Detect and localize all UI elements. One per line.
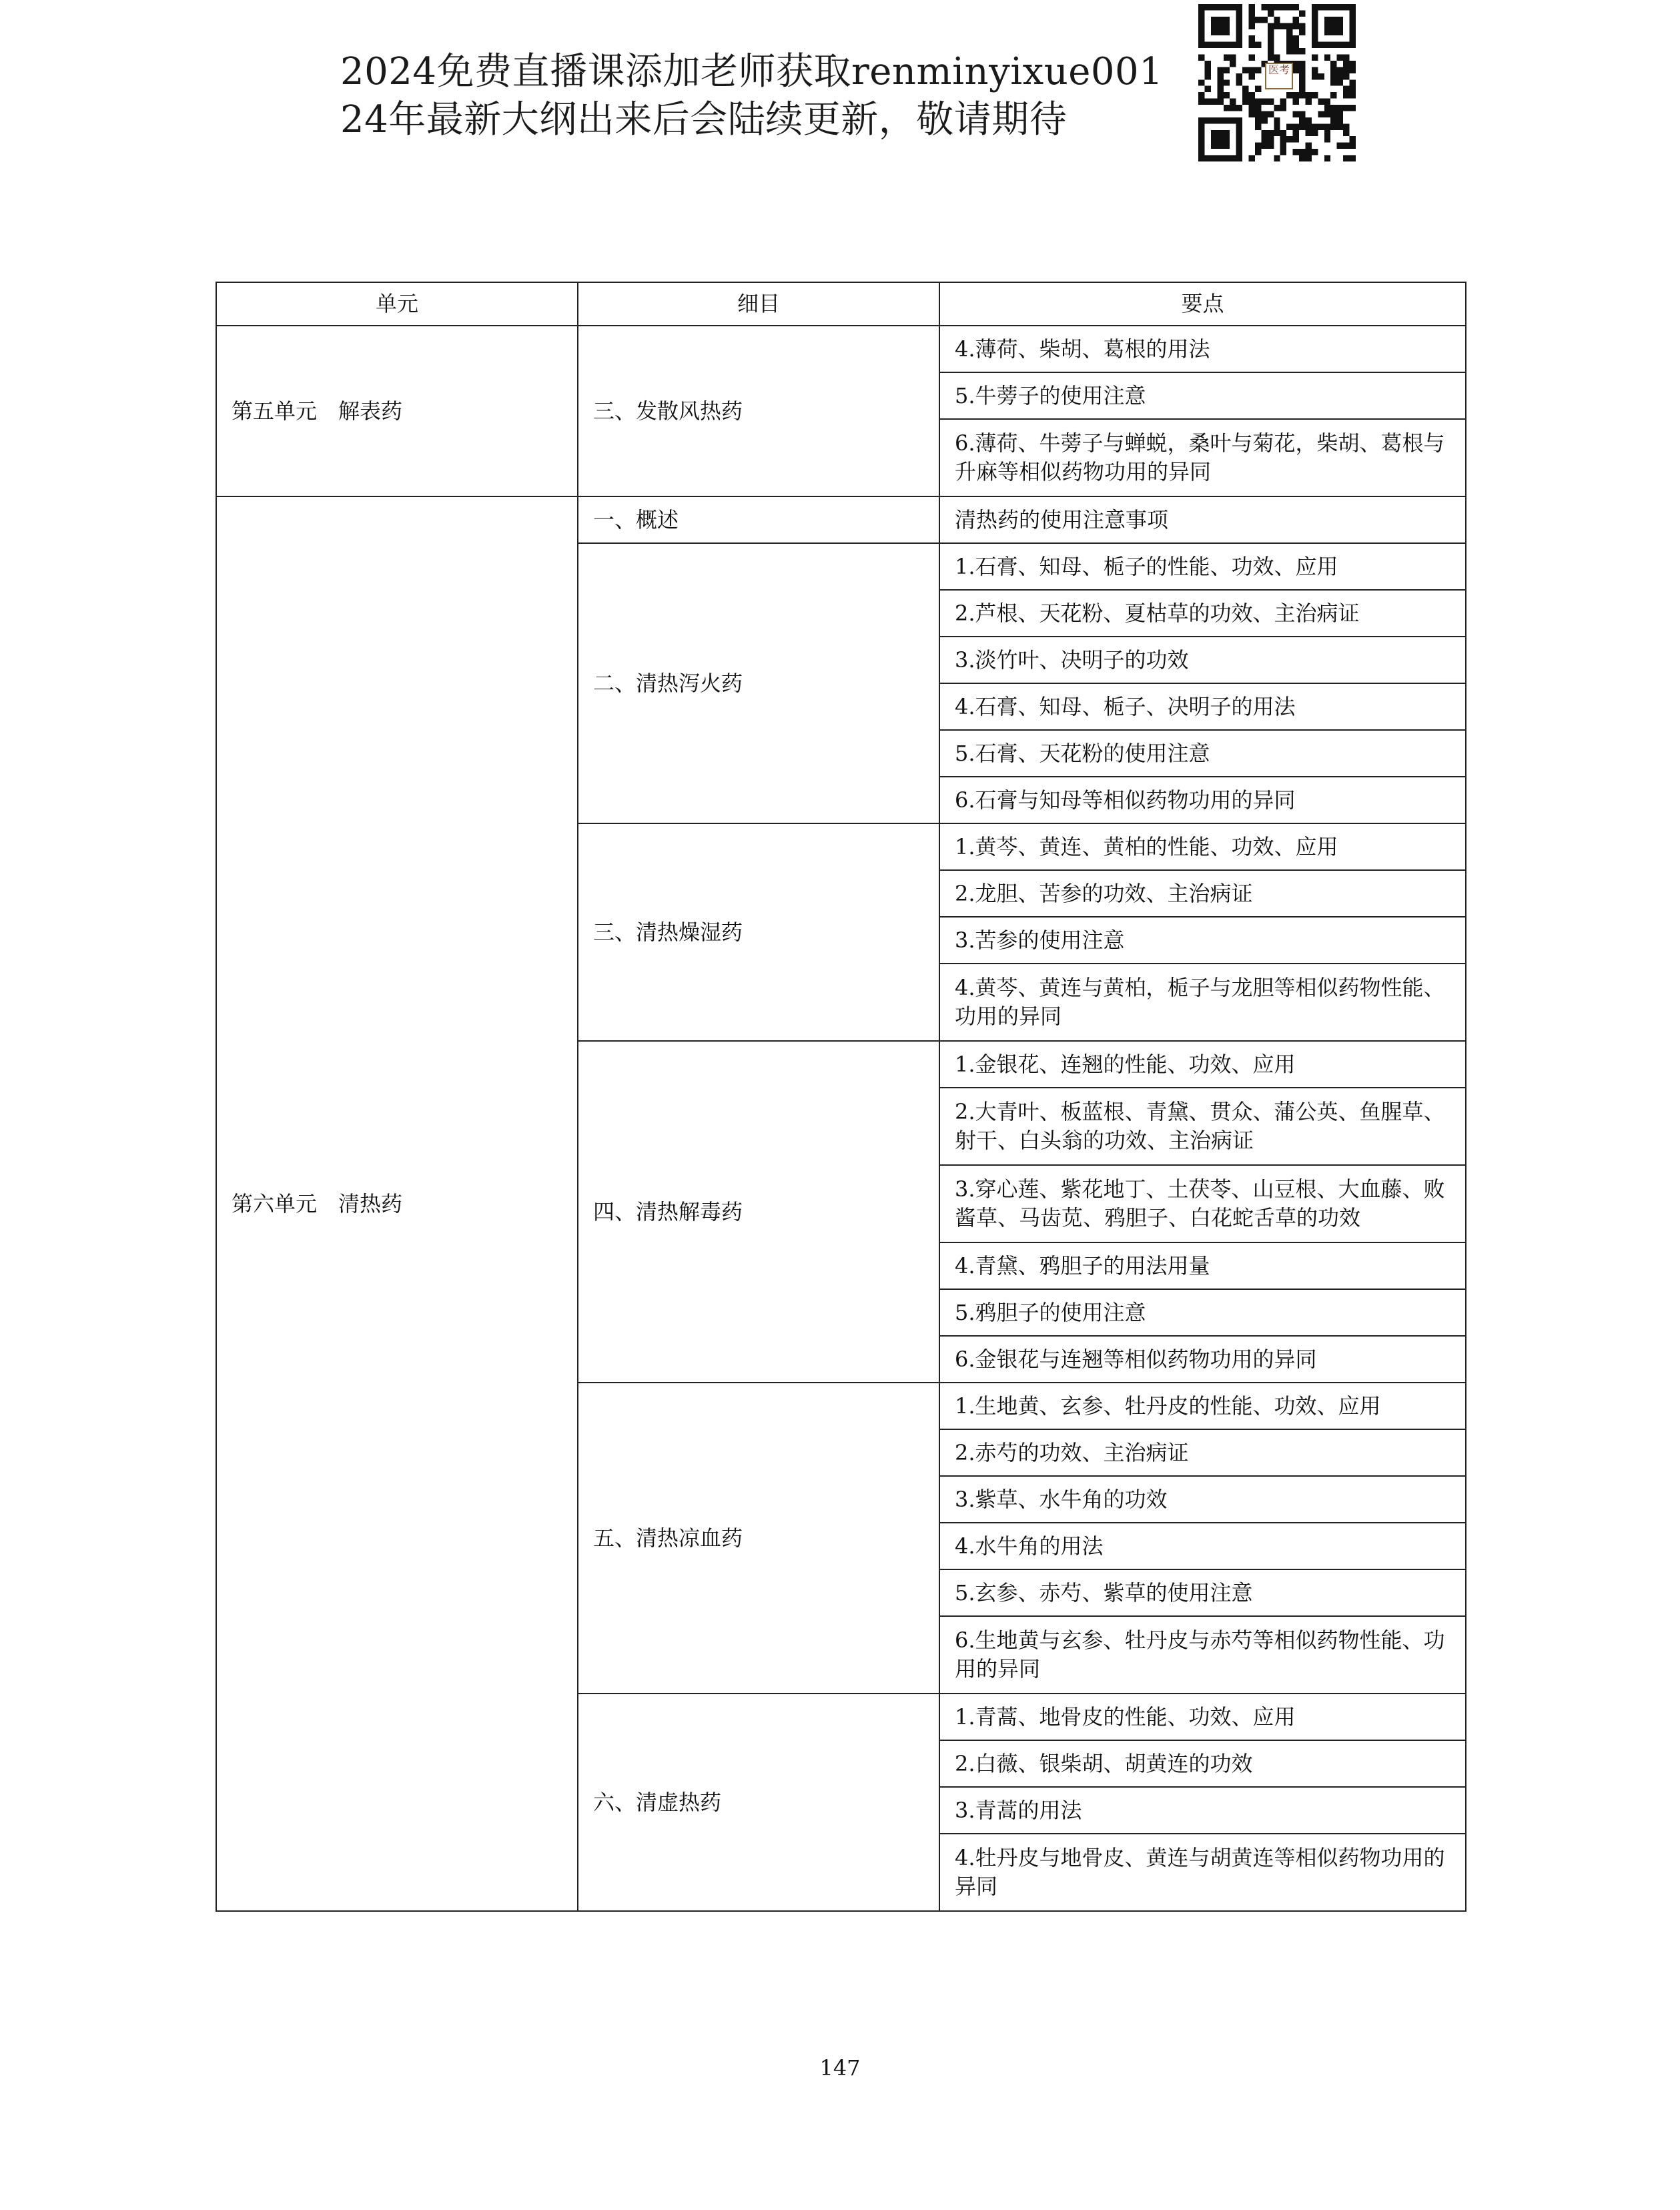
- point-cell: 3.淡竹叶、决明子的功效: [939, 637, 1466, 683]
- point-cell: 5.鸦胆子的使用注意: [939, 1289, 1466, 1336]
- table-row: [216, 496, 1466, 543]
- point-cell: 3.青蒿的用法: [939, 1787, 1466, 1834]
- item-cell: 三、发散风热药: [578, 326, 939, 496]
- point-cell: 2.白薇、银柴胡、胡黄连的功效: [939, 1740, 1466, 1787]
- point-cell: 2.芦根、天花粉、夏枯草的功效、主治病证: [939, 590, 1466, 637]
- unit-cell: 第六单元 清热药: [216, 496, 578, 1911]
- point-cell: 1.青蒿、地骨皮的性能、功效、应用: [939, 1694, 1466, 1740]
- point-cell: 6.薄荷、牛蒡子与蝉蜕，桑叶与菊花，柴胡、葛根与升麻等相似药物功用的异同: [939, 419, 1466, 496]
- point-cell: 3.紫草、水牛角的功效: [939, 1476, 1466, 1523]
- item-cell: 六、清虚热药: [578, 1694, 939, 1911]
- point-cell: 2.龙胆、苦参的功效、主治病证: [939, 870, 1466, 917]
- point-cell: 3.穿心莲、紫花地丁、土茯苓、山豆根、大血藤、败酱草、马齿苋、鸦胆子、白花蛇舌草的功效: [939, 1165, 1466, 1242]
- point-cell: 4.黄芩、黄连与黄柏，栀子与龙胆等相似药物性能、功用的异同: [939, 964, 1466, 1041]
- qr-logo-stamp: 医考: [1265, 63, 1293, 89]
- header-unit: 单元: [216, 282, 578, 326]
- point-cell: 6.石膏与知母等相似药物功用的异同: [939, 777, 1466, 823]
- point-cell: 6.金银花与连翘等相似药物功用的异同: [939, 1336, 1466, 1383]
- header-item: 细目: [578, 282, 939, 326]
- syllabus-table: [216, 282, 1466, 1912]
- item-cell: 五、清热凉血药: [578, 1383, 939, 1694]
- point-cell: 4.薄荷、柴胡、葛根的用法: [939, 326, 1466, 372]
- page-number: 147: [819, 2055, 861, 2081]
- unit-cell: 第五单元 解表药: [216, 326, 578, 496]
- point-cell: 4.牡丹皮与地骨皮、黄连与胡黄连等相似药物功用的异同: [939, 1834, 1466, 1911]
- point-cell: 1.黄芩、黄连、黄柏的性能、功效、应用: [939, 823, 1466, 870]
- header-key-points: 要点: [939, 282, 1466, 326]
- table-header-row: [216, 282, 1466, 326]
- point-cell: 5.牛蒡子的使用注意: [939, 372, 1466, 419]
- point-cell: 1.生地黄、玄参、牡丹皮的性能、功效、应用: [939, 1383, 1466, 1429]
- point-cell: 4.水牛角的用法: [939, 1523, 1466, 1569]
- item-cell: 一、概述: [578, 496, 939, 543]
- point-cell: 清热药的使用注意事项: [939, 496, 1466, 543]
- point-cell: 6.生地黄与玄参、牡丹皮与赤芍等相似药物性能、功用的异同: [939, 1616, 1466, 1694]
- point-cell: 5.石膏、天花粉的使用注意: [939, 730, 1466, 777]
- point-cell: 2.大青叶、板蓝根、青黛、贯众、蒲公英、鱼腥草、射干、白头翁的功效、主治病证: [939, 1088, 1466, 1165]
- point-cell: 1.金银花、连翘的性能、功效、应用: [939, 1041, 1466, 1088]
- point-cell: 1.石膏、知母、栀子的性能、功效、应用: [939, 543, 1466, 590]
- item-cell: 四、清热解毒药: [578, 1041, 939, 1383]
- item-cell: 二、清热泻火药: [578, 543, 939, 823]
- point-cell: 4.青黛、鸦胆子的用法用量: [939, 1242, 1466, 1289]
- point-cell: 3.苦参的使用注意: [939, 917, 1466, 964]
- point-cell: 5.玄参、赤芍、紫草的使用注意: [939, 1569, 1466, 1616]
- promo-banner: [340, 48, 1163, 144]
- point-cell: 2.赤芍的功效、主治病证: [939, 1429, 1466, 1476]
- item-cell: 三、清热燥湿药: [578, 823, 939, 1041]
- promo-line-2: 24年最新大纲出来后会陆续更新，敬请期待: [340, 98, 1068, 141]
- promo-line-1: 2024免费直播课添加老师获取renminyixue001: [340, 50, 1164, 93]
- point-cell: 4.石膏、知母、栀子、决明子的用法: [939, 683, 1466, 730]
- table-row: [216, 326, 1466, 372]
